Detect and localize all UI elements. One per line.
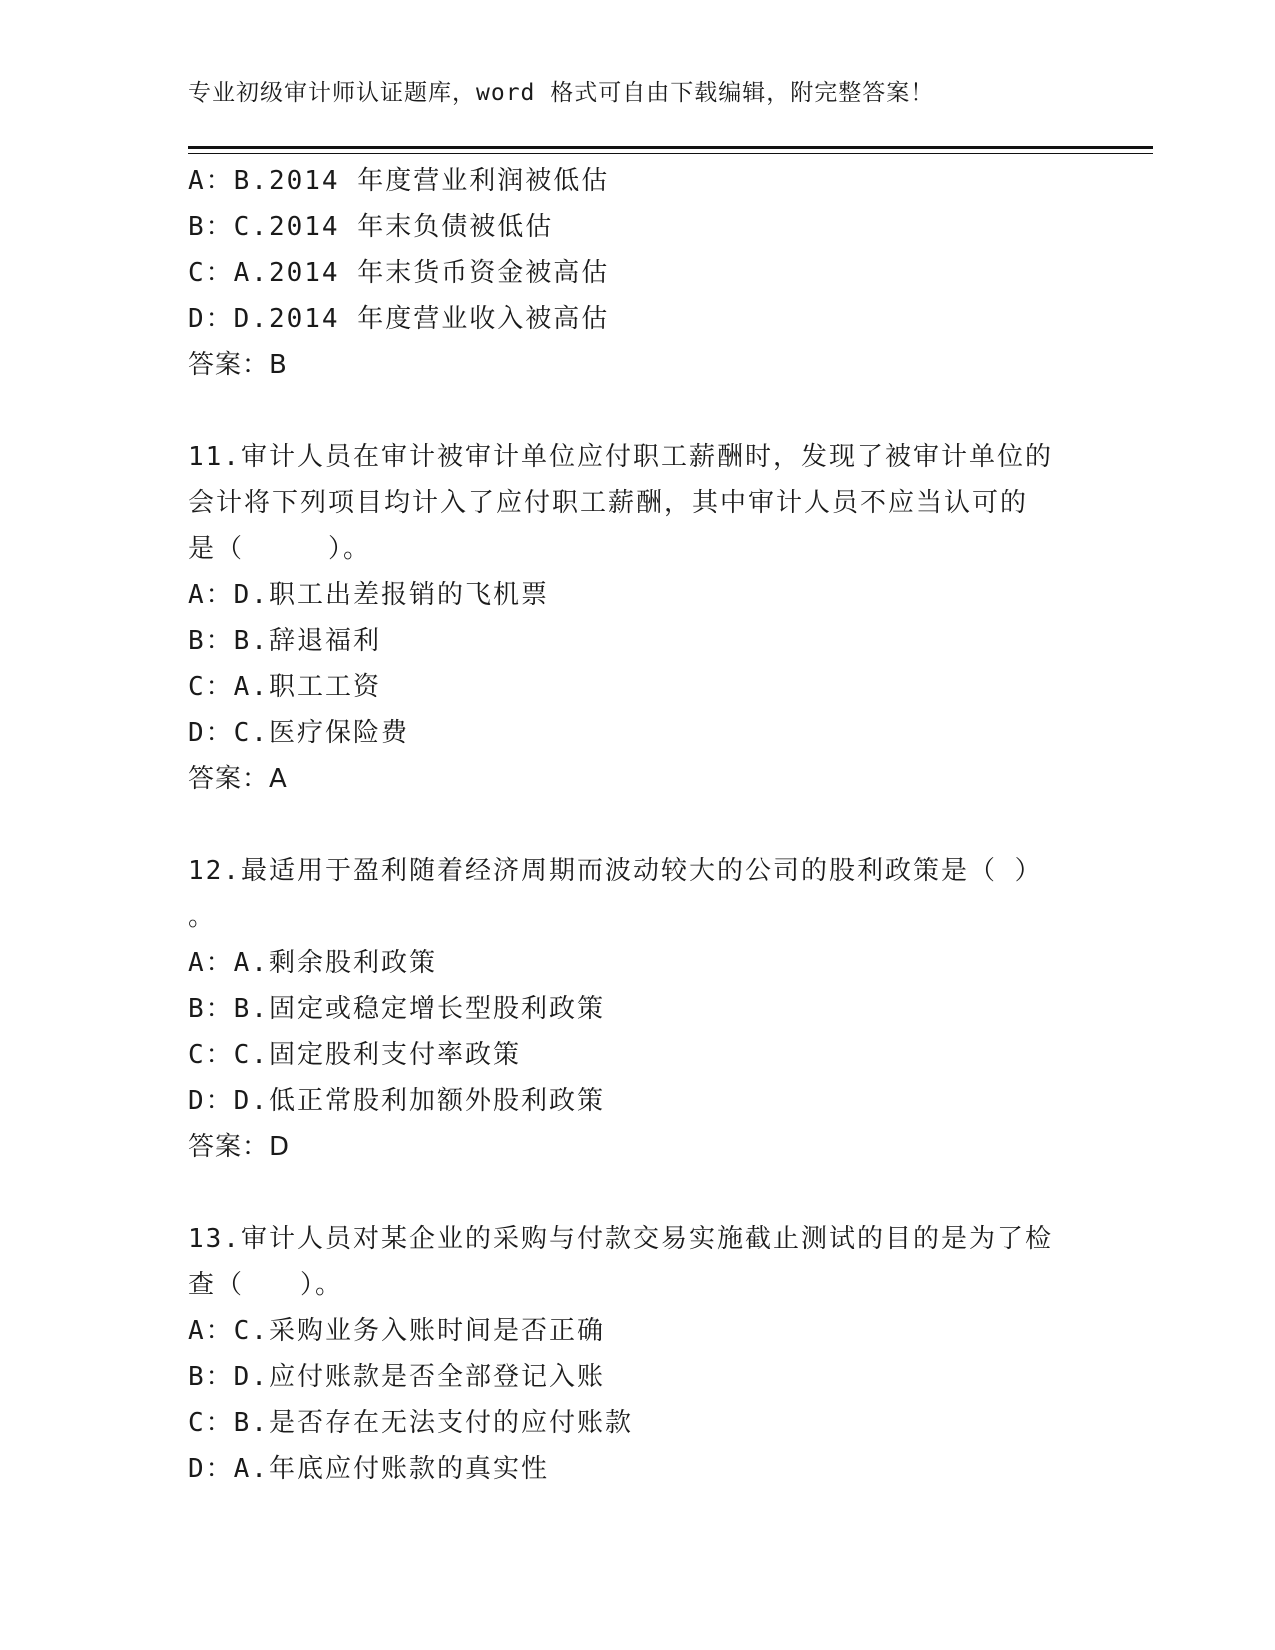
option-c: C：B.是否存在无法支付的应付账款 — [188, 1408, 633, 1438]
option-a: A：B.2014 年度营业利润被低估 — [188, 166, 610, 196]
question-list — [188, 158, 1088, 1492]
question-block-10 — [188, 158, 1088, 388]
question-text-line: 12.最适用于盈利随着经济周期而波动较大的公司的股利政策是（ ） — [188, 856, 1043, 886]
question-text-line: 。 — [188, 902, 217, 932]
option-a: A：D.职工出差报销的飞机票 — [188, 580, 549, 610]
question-block-12 — [188, 848, 1088, 1170]
option-d: D：D.2014 年度营业收入被高估 — [188, 304, 610, 334]
question-block-13 — [188, 1216, 1088, 1492]
option-d: D：D.低正常股利加额外股利政策 — [188, 1086, 605, 1116]
question-text-line: 会计将下列项目均计入了应付职工薪酬，其中审计人员不应当认可的 — [188, 488, 1029, 518]
header-rule-thin — [188, 153, 1153, 154]
header-rule-thick — [188, 146, 1153, 149]
question-text-line: 查（ ）。 — [188, 1270, 344, 1300]
option-b: B：D.应付账款是否全部登记入账 — [188, 1362, 605, 1392]
option-c: C：C.固定股利支付率政策 — [188, 1040, 521, 1070]
option-a: A：C.采购业务入账时间是否正确 — [188, 1316, 605, 1346]
option-c: C：A.2014 年末货币资金被高估 — [188, 258, 610, 288]
question-block-11 — [188, 434, 1088, 802]
answer: 答案：A — [188, 764, 288, 794]
spacer — [188, 1170, 1088, 1216]
header-note: 专业初级审计师认证题库，word 格式可自由下载编辑，附完整答案！ — [188, 80, 935, 106]
spacer — [188, 802, 1088, 848]
option-b: B：C.2014 年末负债被低估 — [188, 212, 554, 242]
answer: 答案：B — [188, 350, 288, 380]
question-text-line: 13.审计人员对某企业的采购与付款交易实施截止测试的目的是为了检 — [188, 1224, 1053, 1254]
answer: 答案：D — [188, 1132, 291, 1162]
question-text-line: 是（ ）。 — [188, 534, 372, 564]
option-d: D：A.年底应付账款的真实性 — [188, 1454, 549, 1484]
option-d: D：C.医疗保险费 — [188, 718, 409, 748]
option-b: B：B.辞退福利 — [188, 626, 381, 656]
spacer — [188, 388, 1088, 434]
option-c: C：A.职工工资 — [188, 672, 381, 702]
option-a: A：A.剩余股利政策 — [188, 948, 437, 978]
question-text-line: 11.审计人员在审计被审计单位应付职工薪酬时，发现了被审计单位的 — [188, 442, 1053, 472]
option-b: B：B.固定或稳定增长型股利政策 — [188, 994, 605, 1024]
